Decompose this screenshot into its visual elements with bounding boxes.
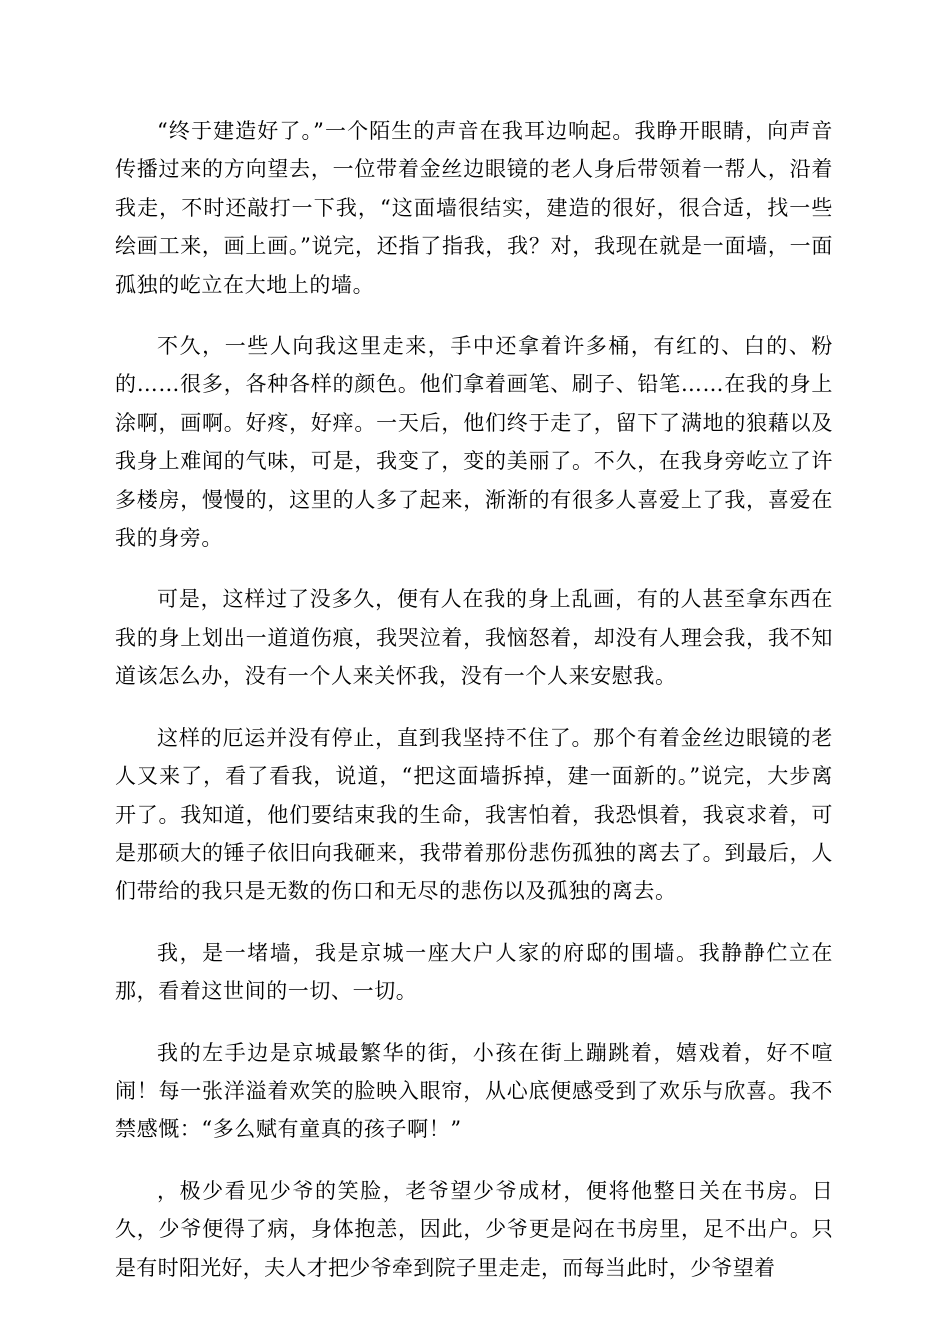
paragraph-1: “终于建造好了。”一个陌生的声音在我耳边响起。我睁开眼睛，向声音传播过来的方向望去，一位带着金丝边眼镜的老人身后带领着一帮人，沿着我走，不时还敲打一下我，“这面墙很结实，建造的很好，很合适，找一些绘画工来，画上画。”说完，还指了指我，我？对，我现在就是一面墙，一面孤独的屹立在大地上的墙。	[115, 119, 833, 297]
document-page	[115, 112, 833, 1310]
paragraph-6: 我的左手边是京城最繁华的街，小孩在街上蹦跳着，嬉戏着，好不喧闹！每一张洋溢着欢笑的脸映入眼帘，从心底便感受到了欢乐与欣喜。我不禁感慨：“多么赋有童真的孩子啊！”	[115, 1040, 833, 1142]
paragraph-3: 可是，这样过了没多久，便有人在我的身上乱画，有的人甚至拿东西在我的身上划出一道道伤痕，我哭泣着，我恼怒着，却没有人理会我，我不知道该怎么办，没有一个人来关怀我，没有一个人来安慰我。	[115, 587, 833, 689]
paragraph-4: 这样的厄运并没有停止，直到我坚持不住了。那个有着金丝边眼镜的老人又来了，看了看我，说道，“把这面墙拆掉，建一面新的。”说完，大步离开了。我知道，他们要结束我的生命，我害怕着，我恐惧着，我哀求着，可是那硕大的锤子依旧向我砸来，我带着那份悲伤孤独的离去了。到最后，人们带给的我只是无数的伤口和无尽的悲伤以及孤独的离去。	[115, 725, 833, 904]
paragraph-7: ，极少看见少爷的笑脸，老爷望少爷成材，便将他整日关在书房。日久，少爷便得了病，身体抱恙，因此，少爷更是闷在书房里，足不出户。只是有时阳光好，夫人才把少爷牵到院子里走走，而每当此时，少爷望着	[115, 1178, 833, 1280]
paragraph-5: 我，是一堵墙，我是京城一座大户人家的府邸的围墙。我静静伫立在那，看着这世间的一切、一切。	[115, 940, 833, 1004]
paragraph-2: 不久，一些人向我这里走来，手中还拿着许多桶，有红的、白的、粉的……很多，各种各样的颜色。他们拿着画笔、刷子、铅笔……在我的身上涂啊，画啊。好疼，好痒。一天后，他们终于走了，留下了满地的狼藉以及我身上难闻的气味，可是，我变了，变的美丽了。不久，在我身旁屹立了许多楼房，慢慢的，这里的人多了起来，渐渐的有很多人喜爱上了我，喜爱在我的身旁。	[115, 334, 833, 551]
